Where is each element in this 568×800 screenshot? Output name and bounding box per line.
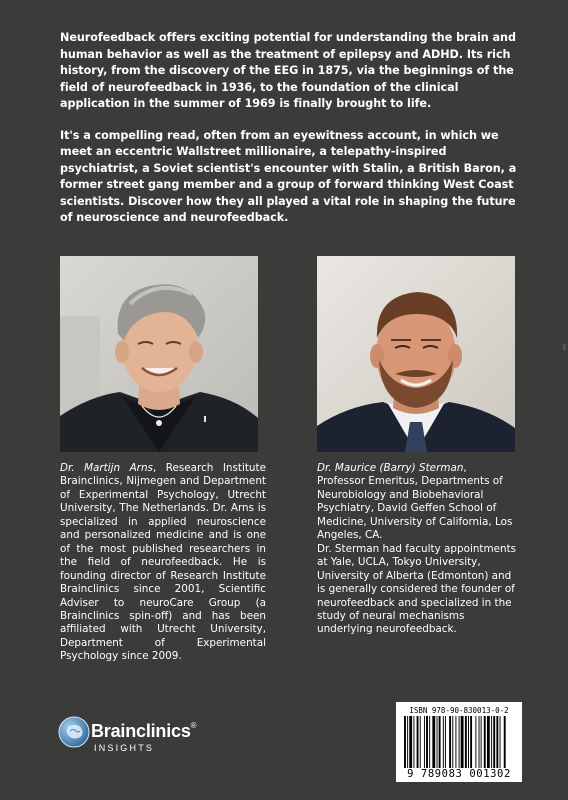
author-bio-arns [60,462,266,664]
logo-name: Brainclinics [91,721,191,741]
barcode-bar [443,716,444,768]
barcode-bar [470,716,472,768]
barcode-bar [481,716,482,768]
barcode-bar [479,716,480,768]
barcode-bar [417,716,419,768]
barcode-bar [491,716,492,768]
barcode-bar [445,716,446,768]
author-bio-text-arns: , Research Institute Brainclinics, Nijmegen and Department of Experimental Psychology, Utrecht University, The Netherlands. Dr. Arns is specialized in applied neuroscience and personalized medicine and is one of the most published researchers in the field of neurofeedback. He is founding director of Research Institute Brainclinics since 2001, Scientific Adviser to neuroCare Group (a Brainclinics spin-off) and has been affiliated with Utrecht University, Department of Experimental Psychology since 2009. [60,462,266,663]
barcode-bar [439,716,441,768]
brain-logo-icon [58,716,90,748]
barcode-bar [459,716,460,768]
barcode-bar [420,716,421,768]
barcode-bar [487,716,490,768]
barcode-bar [465,716,467,768]
barcode-bar [500,716,501,768]
author-photo-arns [60,256,258,452]
publisher-logo [58,712,208,760]
back-cover-blurb [60,30,522,242]
edge-mark [563,344,566,350]
barcode-bar [437,716,438,768]
isbn-barcode [396,702,522,782]
blurb-paragraph-1: Neurofeedback offers exciting potential for understanding the brain and human behavior as well as the treatment of epilepsy and ADHD. Its rich history, from the discovery of the EEG in 1875, via the beginnings of the field of neurofeedback in 1936, to the foundation of the clinical application in the summer of 1969 is finally brought to life. [60,31,516,110]
barcode-bar [468,716,469,768]
barcode-bar [484,716,486,768]
author-name-sterman: Dr. Maurice (Barry) Sterman [317,462,464,474]
isbn-label: ISBN 978-90-830013-0-2 [409,706,509,715]
barcode-bar [424,716,425,768]
author-name-arns: Dr. Martijn Arns [60,462,153,474]
barcode-bar [407,716,408,768]
barcode-bar [432,716,435,768]
barcode-bar [475,716,476,768]
barcode-bar [409,716,412,768]
barcode-number: 9 789083 001302 [407,768,511,780]
barcode-bar [504,716,506,768]
barcode-bars [404,716,514,768]
logo-tagline: INSIGHTS [94,743,155,753]
author-bio-text-sterman-2: Dr. Sterman had faculty appointments at Yale, UCLA, Tokyo University, University of Alberta (Edmonton) and is generally considered the founder of neurofeedback and specialized in the study of neural mechanisms underlying neurofeedback. [317,542,517,636]
barcode-bar [449,716,451,768]
barcode-bar [404,716,406,768]
barcode-bar [426,716,428,768]
barcode-bar [461,716,464,768]
barcode-bar [452,716,453,768]
barcode-bar [429,716,430,768]
blurb-paragraph-2: It's a compelling read, often from an eyewitness account, in which we meet an eccentric Wallstreet millionaire, a telepathy-inspired psychiatrist, a Soviet scientist's encounter with Stalin, a British Baron, a former street gang member and a group of forward thinking West Coast scientists. Discover how they all played a vital role in shaping the future of neuroscience and neurofeedback. [60,128,517,224]
logo-registered-mark: ® [190,721,197,730]
author-photo-sterman [317,256,515,452]
barcode-bar [496,716,498,768]
barcode-bar [493,716,495,768]
author-bio-text-sterman: , Professor Emeritus, Departments of Neurobiology and Biobehavioral Psychiatry, David Geffen School of Medicine, University of California, Los Angeles, CA. [317,462,513,542]
author-bio-sterman [317,462,517,637]
barcode-bar [455,716,456,768]
barcode-bar [413,716,414,768]
